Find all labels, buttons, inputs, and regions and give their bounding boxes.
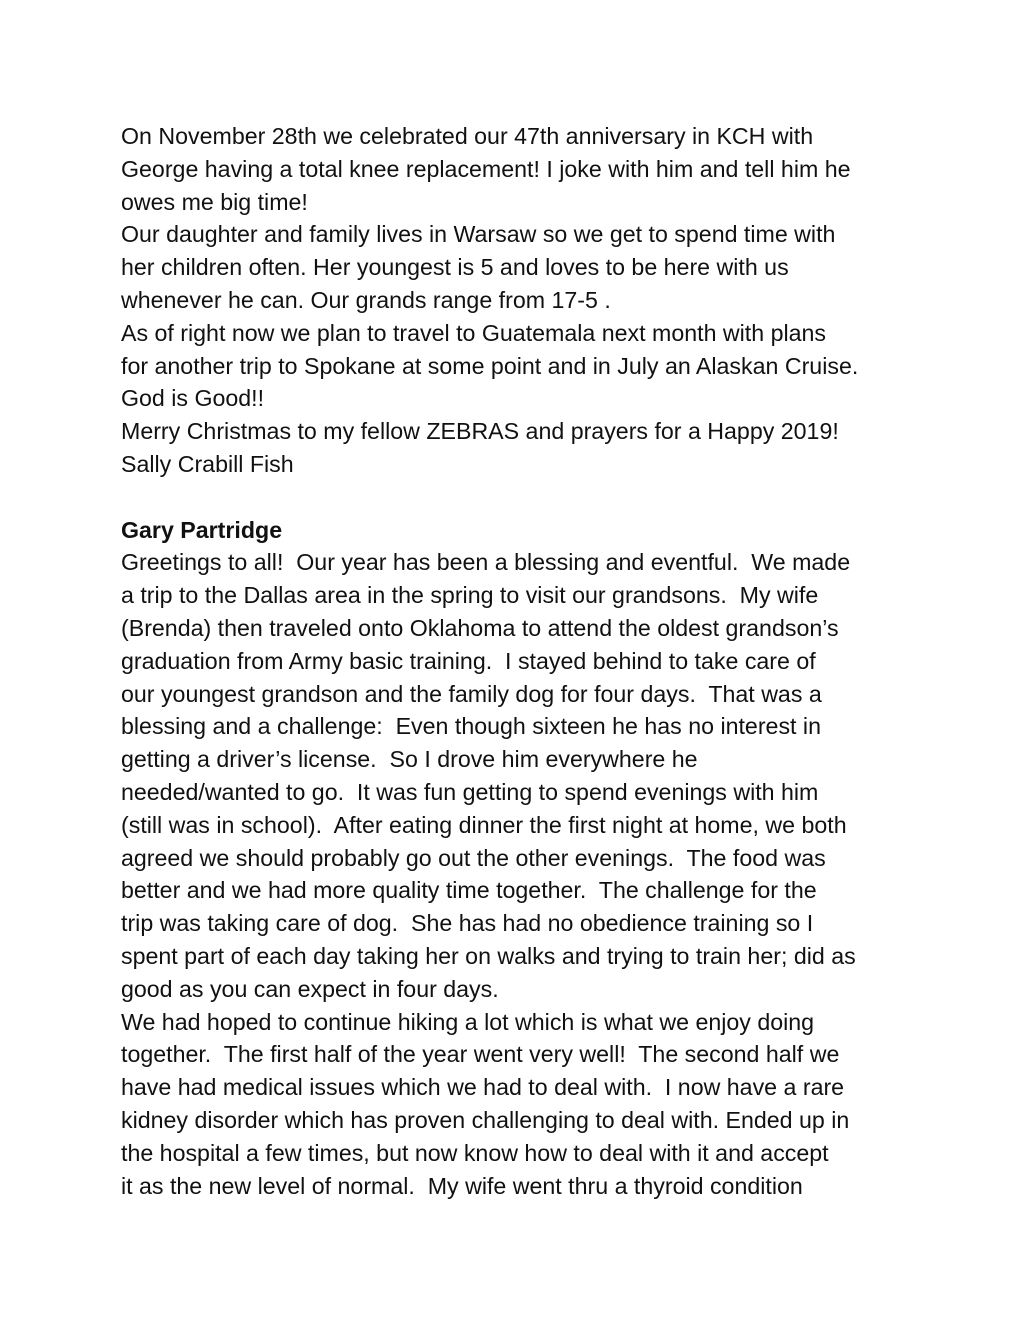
text-line: together. The first half of the year went very well! The second half we [121, 1041, 840, 1068]
text-line: it as the new level of normal. My wife went thru a thyroid condition [121, 1172, 803, 1199]
text-line: better and we had more quality time together. The challenge for the [121, 877, 817, 904]
text-line: Greetings to all! Our year has been a blessing and eventful. We made [121, 549, 851, 576]
letter-gary-partridge [121, 514, 911, 1203]
text-line: spent part of each day taking her on walks and trying to train her; did as [121, 942, 856, 969]
letter-sally-crabill-fish [121, 120, 911, 481]
document-body [121, 120, 911, 1202]
text-line: the hospital a few times, but now know how to deal with it and accept [121, 1139, 829, 1166]
text-line: agreed we should probably go out the other evenings. The food was [121, 844, 826, 871]
signature-line: Sally Crabill Fish [121, 450, 294, 477]
text-line: have had medical issues which we had to deal with. I now have a rare [121, 1074, 845, 1101]
text-line: getting a driver’s license. So I drove him everywhere he [121, 746, 698, 773]
text-line: Merry Christmas to my fellow ZEBRAS and prayers for a Happy 2019! [121, 418, 839, 445]
text-line: our youngest grandson and the family dog for four days. That was a [121, 680, 822, 707]
text-line: whenever he can. Our grands range from 17-5 . [121, 286, 611, 313]
text-line: kidney disorder which has proven challenging to deal with. Ended up in [121, 1106, 850, 1133]
text-line: for another trip to Spokane at some point and in July an Alaskan Cruise. [121, 352, 859, 379]
text-line: (still was in school). After eating dinner the first night at home, we both [121, 811, 847, 838]
text-line: George having a total knee replacement! I joke with him and tell him he [121, 155, 851, 182]
text-line: God is Good!! [121, 385, 265, 412]
paragraph-spacer [121, 481, 911, 514]
text-line: her children often. Her youngest is 5 and loves to be here with us [121, 254, 789, 281]
text-line: good as you can expect in four days. [121, 975, 499, 1002]
text-line: graduation from Army basic training. I stayed behind to take care of [121, 647, 816, 674]
text-line: On November 28th we celebrated our 47th anniversary in KCH with [121, 123, 814, 149]
text-line: a trip to the Dallas area in the spring to visit our grandsons. My wife [121, 582, 819, 609]
text-line: (Brenda) then traveled onto Oklahoma to attend the oldest grandson’s [121, 614, 839, 641]
text-line: As of right now we plan to travel to Guatemala next month with plans [121, 319, 827, 346]
text-line: owes me big time! [121, 188, 308, 215]
text-line: needed/wanted to go. It was fun getting to spend evenings with him [121, 778, 819, 805]
section-heading: Gary Partridge [121, 516, 283, 543]
text-line: blessing and a challenge: Even though sixteen he has no interest in [121, 713, 821, 740]
text-line: trip was taking care of dog. She has had no obedience training so I [121, 910, 814, 937]
text-line: We had hoped to continue hiking a lot which is what we enjoy doing [121, 1008, 815, 1035]
text-line: Our daughter and family lives in Warsaw so we get to spend time with [121, 221, 836, 248]
